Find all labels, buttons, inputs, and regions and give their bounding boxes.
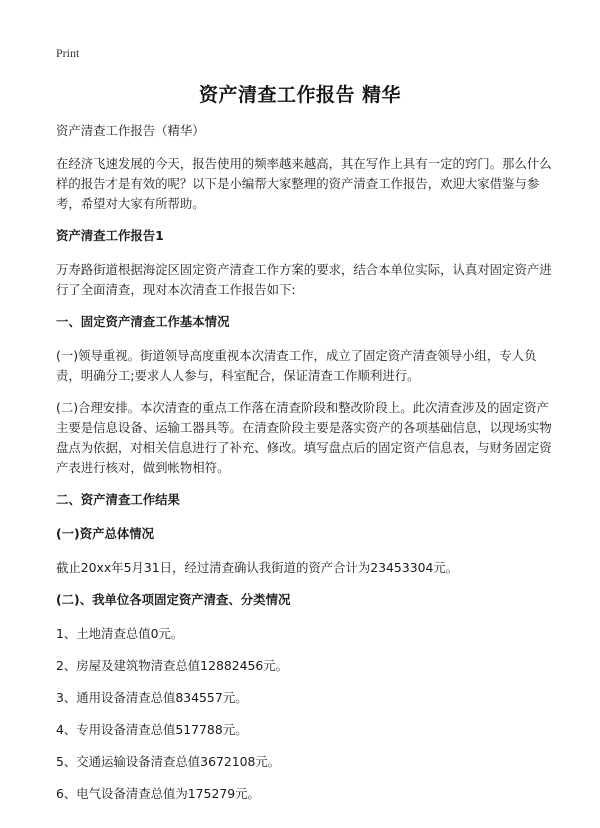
list-item: 6、电气设备清查总值为175279元。 <box>56 786 260 801</box>
report1-intro-paragraph: 万寿路街道根据海淀区固定资产清查工作方案的要求，结合本单位实际，认真对固定资产进行了全面清查，现对本次清查工作报告如下: <box>56 262 552 297</box>
section1-heading: 一、固定资产清查工作基本情况 <box>56 314 230 329</box>
page-title: 资产清查工作报告 精华 <box>198 84 402 106</box>
list-item: 4、专用设备清查总值517788元。 <box>56 722 248 737</box>
section2-sub1-text: 截止20xx年5月31日，经过清查确认我街道的资产合计为23453304元。 <box>56 560 459 575</box>
list-item: 3、通用设备清查总值834557元。 <box>56 690 248 705</box>
print-label: Print <box>56 46 80 60</box>
document-body <box>56 121 556 816</box>
section1-paragraph-1: (一)领导重视。街道领导高度重视本次清查工作，成立了固定资产清查领导小组，专人负责，明确分工;要求人人参与，科室配合，保证清查工作顺利进行。 <box>56 348 537 383</box>
list-item: 1、土地清查总值0元。 <box>56 626 184 641</box>
report1-heading: 资产清查工作报告1 <box>56 228 164 243</box>
section2-sub2-heading: (二)、我单位各项固定资产清查、分类情况 <box>56 592 291 607</box>
section2-heading: 二、资产清查工作结果 <box>56 492 180 507</box>
section2-sub1-heading: (一)资产总体情况 <box>56 526 155 541</box>
intro-paragraph: 在经济飞速发展的今天，报告使用的频率越来越高，其在写作上具有一定的窍门。那么什么样的报告才是有效的呢？以下是小编帮大家整理的资产清查工作报告，欢迎大家借鉴与参考，希望对大家有所帮助。 <box>56 156 552 211</box>
document-subtitle: 资产清查工作报告（精华） <box>56 123 205 138</box>
list-item: 5、交通运输设备清查总值3672108元。 <box>56 754 281 769</box>
section1-paragraph-2: (二)合理安排。本次清查的重点工作落在清查阶段和整改阶段上。此次清查涉及的固定资产主要是信息设备、运输工器具等。在清查阶段主要是落实资产的各项基础信息，以现场实物盘点为依据，对相关信息进行了补充、修改。填写盘点后的固定资产信息表，与财务固定资产表进行核对，做到帐物相符。 <box>56 400 552 475</box>
list-item: 2、房屋及建筑物清查总值12882456元。 <box>56 658 289 673</box>
